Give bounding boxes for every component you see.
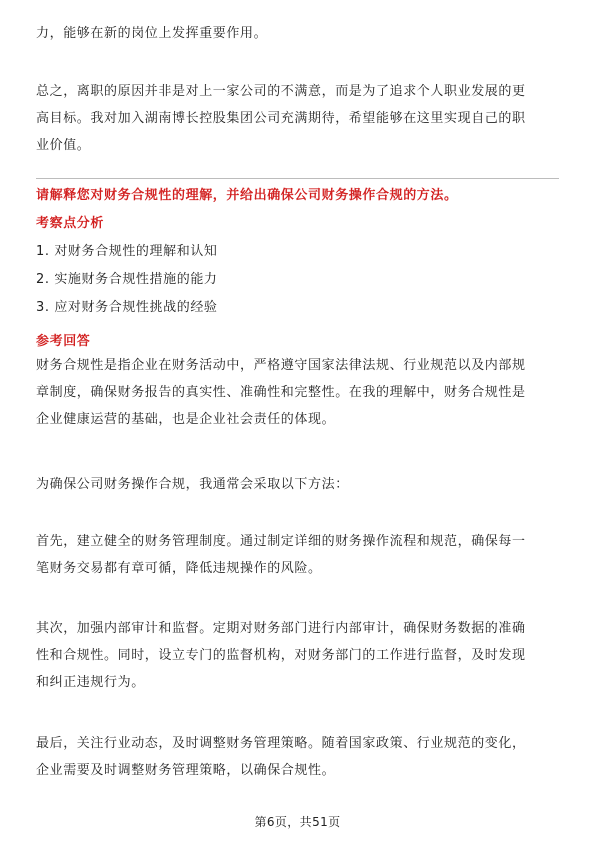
paragraph-line: 其次，加强内部审计和监督。定期对财务部门进行内部审计，确保财务数据的准确 — [36, 621, 526, 636]
paragraph-line: 最后，关注行业动态，及时调整财务管理策略。随着国家政策、行业规范的变化， — [36, 736, 526, 751]
paragraph-line: 笔财务交易都有章可循，降低违规操作的风险。 — [36, 561, 322, 576]
previous-answer-conclusion — [36, 78, 559, 159]
paragraph-line: 总之，离职的原因并非是对上一家公司的不满意，而是为了追求个人职业发展的更 — [36, 84, 526, 99]
paragraph-line: 首先，建立健全的财务管理制度。通过制定详细的财务操作流程和规范，确保每一 — [36, 534, 526, 549]
paragraph-line: 性和合规性。同时，设立专门的监督机构，对财务部门的工作进行监督，及时发现 — [36, 648, 526, 663]
paragraph-line: 和纠正违规行为。 — [36, 675, 145, 690]
paragraph-line: 企业健康运营的基础，也是企业社会责任的体现。 — [36, 412, 336, 427]
answer-paragraph-last — [36, 730, 559, 784]
answer-paragraph-intro — [36, 471, 559, 498]
paragraph-line: 章制度，确保财务报告的真实性、准确性和完整性。在我的理解中，财务合规性是 — [36, 385, 526, 400]
answer-paragraph-definition — [36, 352, 559, 433]
previous-answer-tail: 力，能够在新的岗位上发挥重要作用。 — [36, 26, 268, 41]
paragraph-line: 高目标。我对加入湖南博长控股集团公司充满期待，希望能够在这里实现自己的职 — [36, 111, 526, 126]
page-number: 第6页，共51页 — [254, 815, 341, 829]
answer-paragraph-second — [36, 615, 559, 696]
paragraph-line: 财务合规性是指企业在财务活动中，严格遵守国家法律法规、行业规范以及内部规 — [36, 358, 526, 373]
analysis-item: 2. 实施财务合规性措施的能力 — [36, 272, 218, 287]
analysis-label: 考察点分析 — [36, 216, 105, 231]
paragraph-line: 业价值。 — [36, 138, 91, 153]
paragraph-line: 为确保公司财务操作合规，我通常会采取以下方法： — [36, 477, 349, 492]
section-divider — [36, 178, 559, 179]
question-title: 请解释您对财务合规性的理解，并给出确保公司财务操作合规的方法。 — [36, 188, 458, 203]
analysis-item: 1. 对财务合规性的理解和认知 — [36, 244, 218, 259]
analysis-item: 3. 应对财务合规性挑战的经验 — [36, 300, 218, 315]
answer-paragraph-first — [36, 528, 559, 582]
paragraph-line: 企业需要及时调整财务管理策略，以确保合规性。 — [36, 763, 336, 778]
reference-answer-label: 参考回答 — [36, 334, 91, 349]
